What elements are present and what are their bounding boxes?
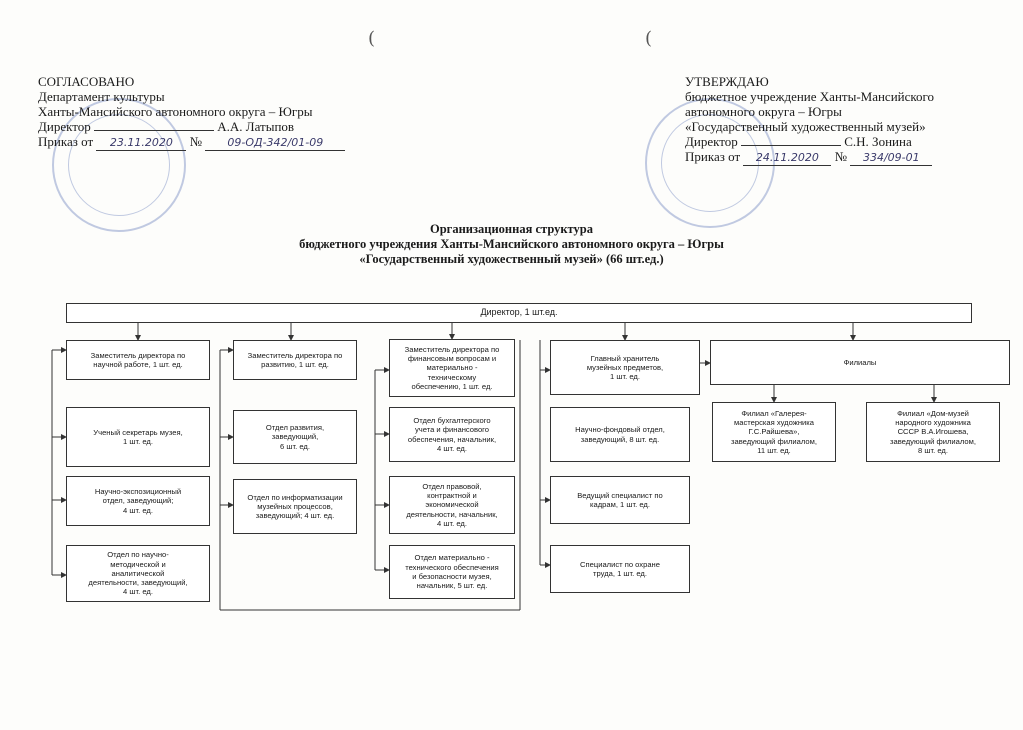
box-line: Главный хранитель xyxy=(590,353,660,363)
approval-heading: СОГЛАСОВАНО xyxy=(38,74,135,89)
director-label: Директор xyxy=(38,119,91,134)
hr-specialist-box xyxy=(550,476,690,524)
box-line: музейных предметов, xyxy=(586,362,664,372)
box-line: заведующий, xyxy=(271,432,319,442)
box-line: Ученый секретарь музея, xyxy=(93,427,183,437)
director-label-text: Директор, 1 шт.ед. xyxy=(480,307,558,318)
raishev-gallery-branch-box xyxy=(712,402,836,462)
informatization-department-box xyxy=(233,479,357,534)
box-line: Научно-фондовый отдел, xyxy=(575,425,665,435)
branches-box xyxy=(710,340,1010,385)
box-line: заведующий филиалом, xyxy=(731,436,817,446)
box-line: 4 шт. ед. xyxy=(437,443,467,453)
box-line: 6 шт. ед. xyxy=(280,441,310,451)
box-line: деятельности, заведующий, xyxy=(88,578,188,588)
box-line: Заместитель директора по xyxy=(90,350,186,360)
box-line: кадрам, 1 шт. ед. xyxy=(590,500,650,509)
box-line: Отдел развития, xyxy=(265,423,325,433)
box-line: труда, 1 шт. ед. xyxy=(593,569,647,578)
parenthesis-mark-2: ( xyxy=(645,28,653,49)
box-line: Отдел по научно- xyxy=(107,550,169,560)
box-line: начальник, 5 шт. ед. xyxy=(416,581,488,591)
box-line: музейных процессов, xyxy=(257,501,333,511)
deputy-finance-box xyxy=(389,339,515,397)
box-line: обеспечения, начальник, xyxy=(407,434,497,444)
box-line: Отдел материально - xyxy=(414,553,490,563)
title-line-3: «Государственный художественный музей» (66 шт.ед.) xyxy=(359,252,664,266)
chief-curator-box xyxy=(550,340,700,395)
development-department-box xyxy=(233,410,357,464)
order-number-label: № xyxy=(189,134,203,149)
box-line: деятельности, начальник, xyxy=(406,509,498,519)
box-line: отдел, заведующий; xyxy=(102,496,174,506)
exposition-department-box xyxy=(66,476,210,526)
institution-region: автономного округа – Югры xyxy=(685,104,842,119)
box-line: техническому xyxy=(427,372,477,382)
order-date: 23.11.2020 xyxy=(96,135,186,151)
approve-heading: УТВЕРЖДАЮ xyxy=(685,74,769,89)
box-line: контрактной и xyxy=(427,491,477,501)
box-line: народного художника xyxy=(895,418,971,428)
box-line: методической и xyxy=(110,559,166,569)
director-name-right: С.Н. Зонина xyxy=(844,134,912,149)
accounting-department-box xyxy=(389,407,515,462)
box-line: развитию, 1 шт. ед. xyxy=(261,360,329,369)
methodology-department-box xyxy=(66,545,210,602)
box-line: Г.С.Райшева», xyxy=(748,427,800,437)
department-region: Ханты-Мансийского автономного округа – Югры xyxy=(38,104,313,119)
box-line: 4 шт. ед. xyxy=(123,587,153,597)
box-line: Заместитель директора по xyxy=(404,344,500,354)
deputy-development-box xyxy=(233,340,357,380)
box-line: Филиал «Галерея- xyxy=(741,408,807,418)
institution-museum: «Государственный художественный музей» xyxy=(685,119,926,134)
box-line: Ведущий специалист по xyxy=(577,490,663,500)
box-line: технического обеспечения xyxy=(405,562,499,572)
collections-department-box xyxy=(550,407,690,462)
box-line: Отдел бухгалтерского xyxy=(413,415,491,425)
box-line: Филиалы xyxy=(843,357,877,367)
box-line: учета и финансового xyxy=(414,425,489,435)
box-line: и безопасности музея, xyxy=(412,572,492,581)
box-line: 8 шт. ед. xyxy=(918,445,948,455)
parenthesis-mark-1: ( xyxy=(368,28,376,49)
box-line: экономической xyxy=(425,500,479,510)
scientific-secretary-box xyxy=(66,407,210,467)
department-name: Департамент культуры xyxy=(38,89,165,104)
box-line: мастерская художника xyxy=(734,418,814,428)
box-line: Научно-экспозиционный xyxy=(94,487,182,497)
director-name: А.А. Латыпов xyxy=(217,119,295,134)
order-number-label-right: № xyxy=(834,149,848,164)
order-number: 09-ОД-342/01-09 xyxy=(205,135,345,151)
box-line: 4 шт. ед. xyxy=(437,518,467,528)
logistics-security-department-box xyxy=(389,545,515,599)
director-label-right: Директор xyxy=(685,134,738,149)
box-line: 1 шт. ед. xyxy=(610,372,640,382)
box-line: обеспечению, 1 шт. ед. xyxy=(411,381,493,391)
box-line: 11 шт. ед. xyxy=(757,445,791,455)
institution-name: бюджетное учреждение Ханты-Мансийского xyxy=(685,89,935,104)
box-line: Отдел по информатизации xyxy=(247,492,343,502)
igoshev-house-museum-branch-box xyxy=(866,402,1000,462)
box-line: СССР В.А.Игошева, xyxy=(897,427,969,437)
box-line: финансовым вопросам и xyxy=(407,354,497,364)
order-label: Приказ от xyxy=(38,134,94,149)
legal-department-box xyxy=(389,476,515,534)
labor-safety-specialist-box xyxy=(550,545,690,593)
box-line: аналитической xyxy=(111,568,165,578)
box-line: 1 шт. ед. xyxy=(123,437,153,446)
deputy-science-box xyxy=(66,340,210,380)
box-line: заведующий; 4 шт. ед. xyxy=(255,511,335,521)
director-box xyxy=(66,303,972,323)
box-line: Заместитель директора по xyxy=(247,350,343,360)
order-date-right: 24.11.2020 xyxy=(743,150,831,166)
box-line: научной работе, 1 шт. ед. xyxy=(93,360,183,369)
box-line: материально - xyxy=(426,363,478,373)
box-line: Филиал «Дом-музей xyxy=(897,408,969,418)
title-line-1: Организационная структура xyxy=(430,222,593,236)
box-line: заведующий, 8 шт. ед. xyxy=(580,434,660,444)
title-line-2: бюджетного учреждения Ханты-Мансийского автономного округа – Югры xyxy=(299,237,724,251)
order-number-right: 334/09-01 xyxy=(850,150,932,166)
box-line: Отдел правовой, xyxy=(422,481,482,491)
box-line: Специалист по охране xyxy=(580,559,660,569)
box-line: заведующий филиалом, xyxy=(890,436,976,446)
order-label-right: Приказ от xyxy=(685,149,741,164)
box-line: 4 шт. ед. xyxy=(123,505,153,515)
